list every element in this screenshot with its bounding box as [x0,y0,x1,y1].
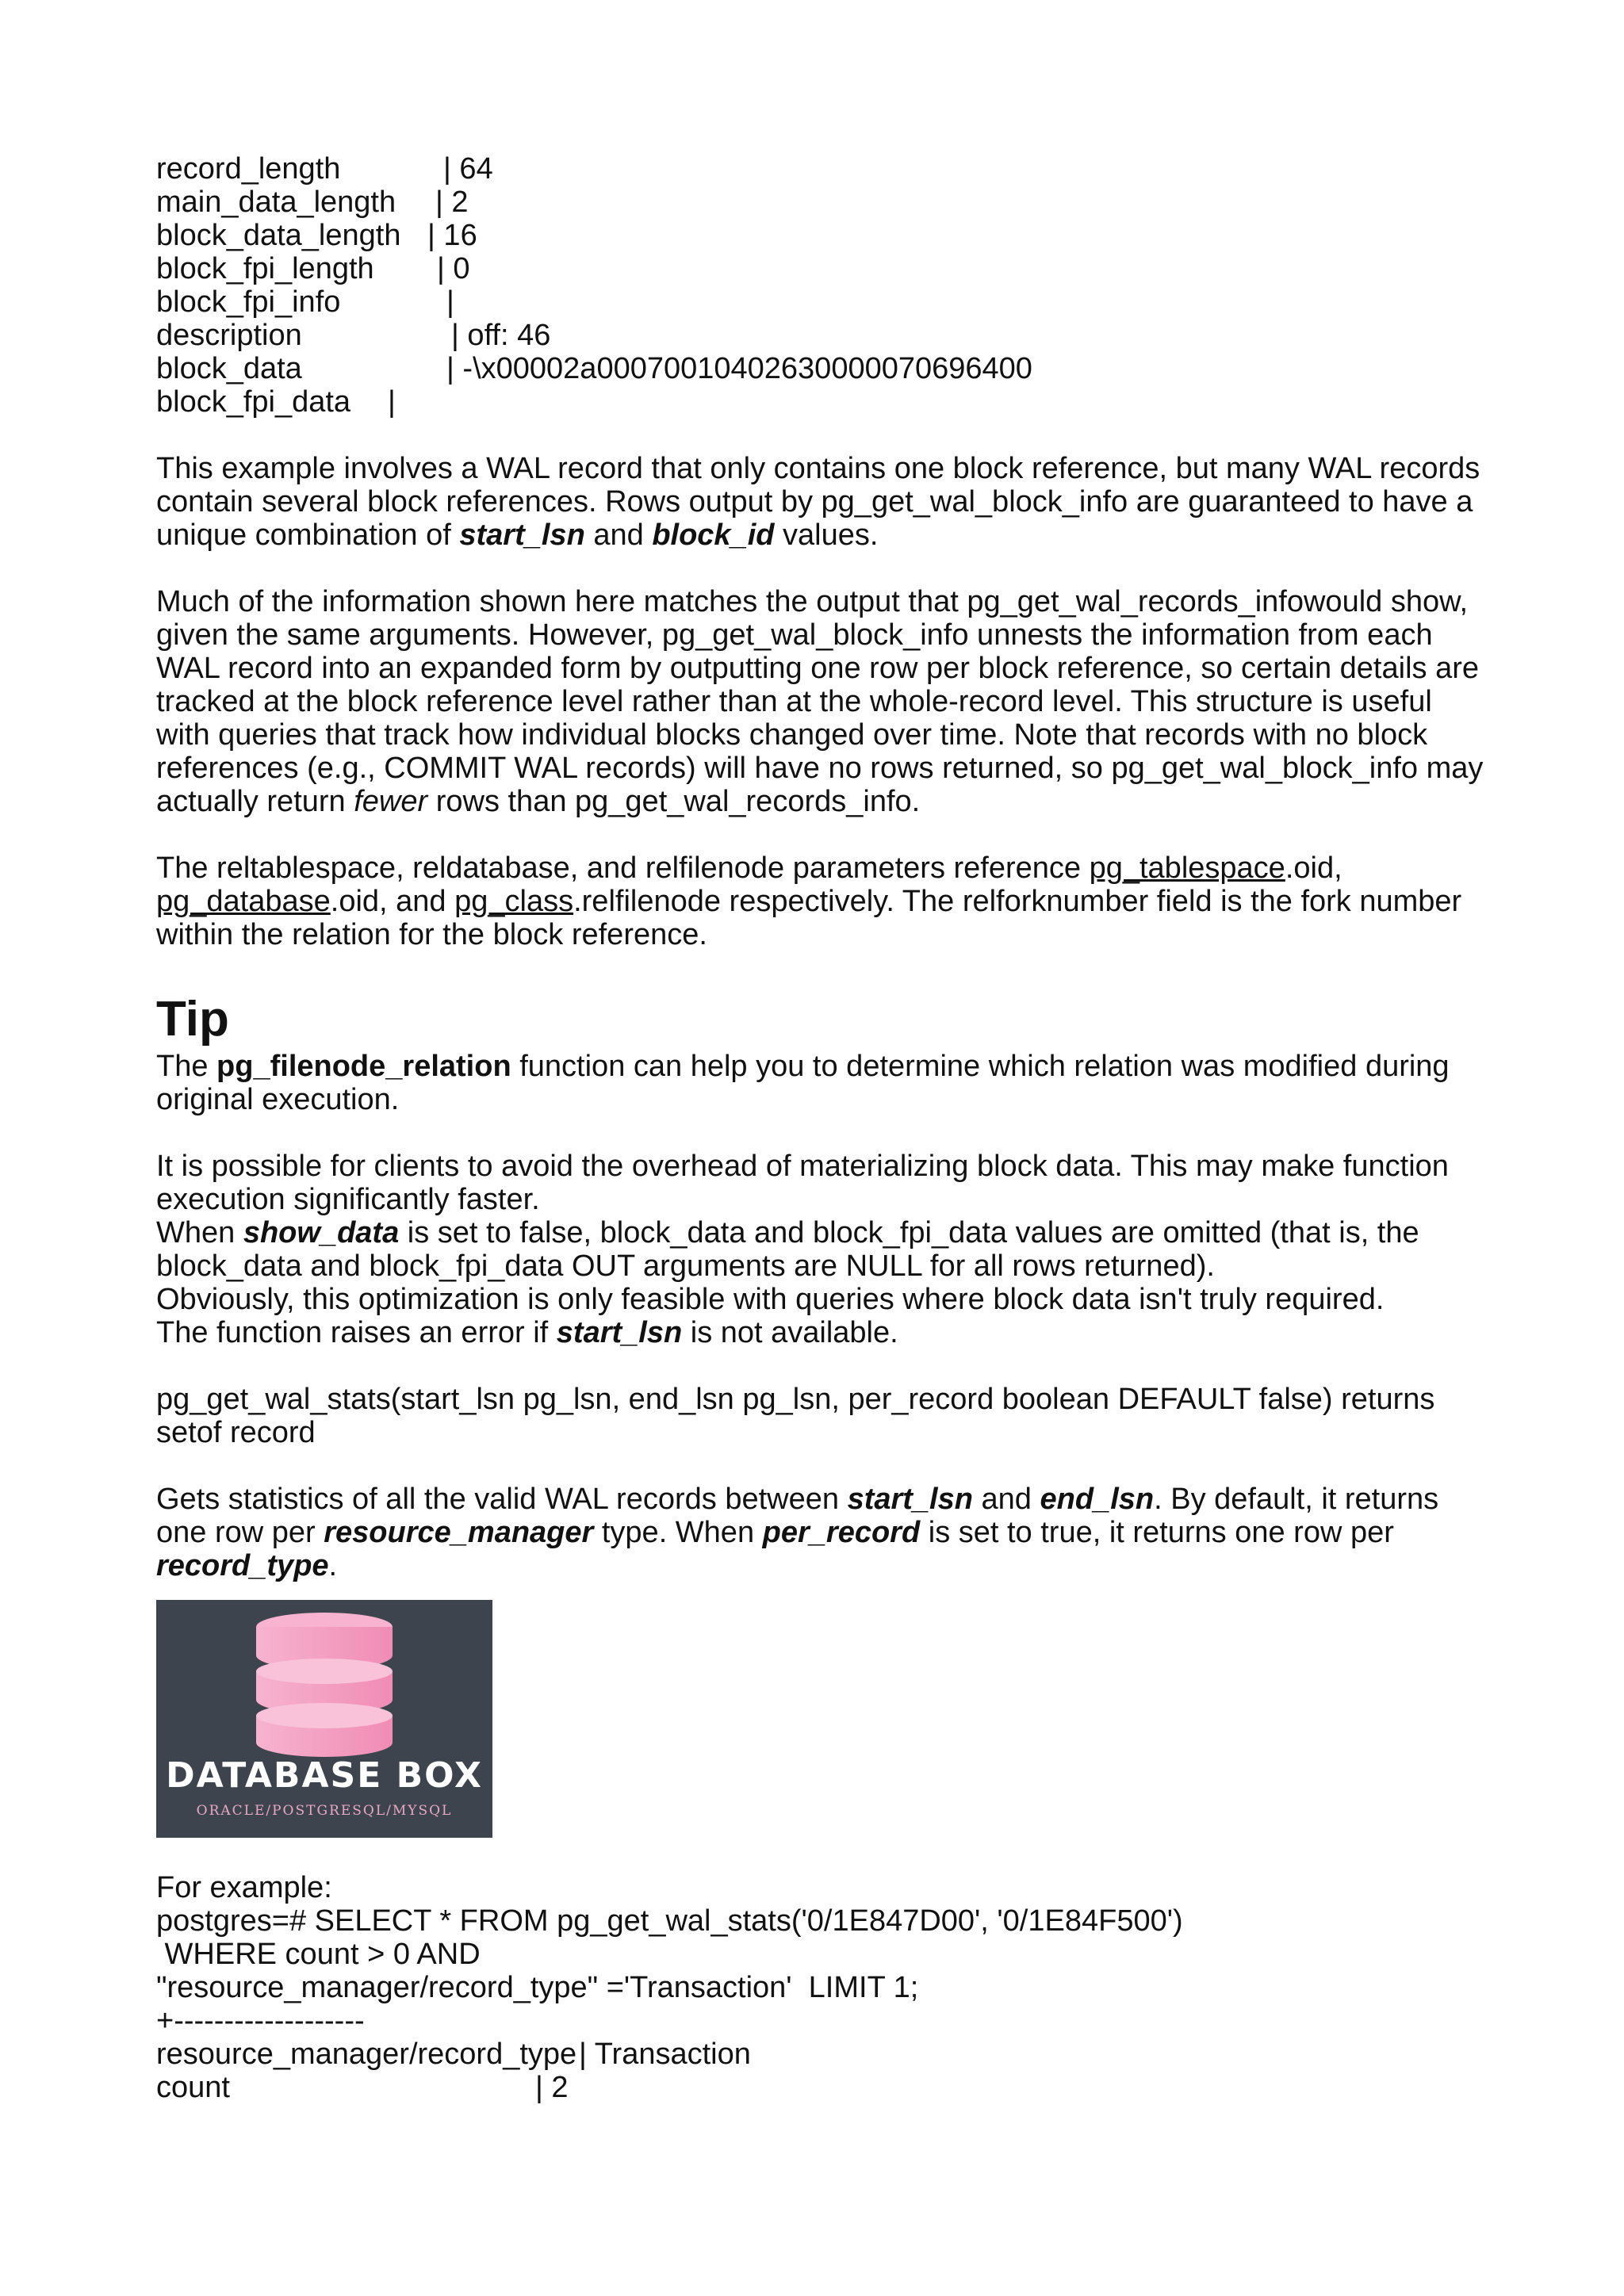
paragraph-wal-stats: Gets statistics of all the valid WAL records between start_lsn and end_lsn. By default, it returns one row per resource_manager type. When per_record is set to true, it returns one row per record_type. [156,1483,1439,1582]
example-separator: +------------------- [156,2004,365,2038]
paragraph-unnest-info: Much of the information shown here matches the output that pg_get_wal_records_infowould show, given the same arguments. However, pg_get_wal_block_info unnests the information from each WAL record into an expanded form by outputting one row per block reference, so certain details are tracked at the block reference level rather than at the whole-record level. This structure is useful with queries that track how individual blocks changed over time. Note that records with no block references (e.g., COMMIT WAL records) will have no rows returned, so pg_get_wal_block_info may actually return fewer rows than pg_get_wal_records_info. [156,585,1484,818]
row-key: description [156,319,302,352]
row-value: | -\x00002a00070010402630000070696400 [446,352,1032,385]
result-key: resource_manager/record_type [156,2038,577,2071]
tip-filenode-relation: The pg_filenode_relation function can help you to determine which relation was modified during original execution. [156,1050,1450,1116]
result-key: count [156,2071,230,2104]
row-key: block_fpi_data [156,385,351,419]
row-value: | off: 46 [451,319,551,352]
example-query-line: "resource_manager/record_type" ='Transaction' LIMIT 1; [156,1971,919,2004]
example-query-line: postgres=# SELECT * FROM pg_get_wal_stats('0/1E847D00', '0/1E84F500') [156,1904,1183,1938]
row-value: | 2 [435,186,469,219]
document-page [156,152,1488,2104]
record-row [156,385,1488,419]
row-key: block_fpi_info [156,285,341,319]
record-row [156,285,1488,319]
tip-heading: Tip [156,992,229,1047]
row-key: block_fpi_length [156,252,374,285]
row-value: | 64 [443,152,493,186]
record-row [156,252,1488,285]
row-key: main_data_length [156,186,396,219]
record-row [156,186,1488,219]
record-row [156,219,1488,252]
function-signature: pg_get_wal_stats(start_lsn pg_lsn, end_lsn pg_lsn, per_record boolean DEFAULT false) returns setof record [156,1383,1435,1449]
row-value: | 16 [427,219,477,252]
example-label: For example: [156,1871,332,1904]
logo-tagline: ORACLE/POSTGRESQL/MYSQL [196,1803,453,1819]
row-key: record_length [156,152,341,186]
logo-brand-text: DATABASE BOX [166,1755,483,1796]
link-pg-database[interactable]: pg_database [156,885,331,918]
paragraph-parameters: The reltablespace, reldatabase, and relfilenode parameters reference pg_tablespace.oid, pg_database.oid, and pg_class.relfilenode respectively. The relforknumber field is the fork number within the relation for the block reference. [156,851,1462,951]
link-pg-tablespace[interactable]: pg_tablespace [1089,851,1285,885]
result-value: | 2 [535,2071,569,2104]
row-key: block_data [156,352,302,385]
result-row [156,2071,1488,2104]
record-output-block [156,152,1488,419]
row-key: block_data_length [156,219,401,252]
tip-show-data: It is possible for clients to avoid the overhead of materializing block data. This may make function execution significantly faster. When show_data is set to false, block_data and block_fpi_data values are omitted (that is, the block_data and block_fpi_data OUT arguments are NULL for all rows returned). Obviously, this optimization is only feasible with queries where block data isn't truly required. The function raises an error if start_lsn is not available. [156,1150,1449,1349]
record-row [156,352,1488,385]
paragraph-block-reference: This example involves a WAL record that only contains one block reference, but many WAL records contain several block references. Rows output by pg_get_wal_block_info are guaranteed to have a unique combination of start_lsn and block_id values. [156,452,1480,552]
row-value: | 0 [437,252,470,285]
database-stack-icon [156,1600,492,1838]
result-row [156,2038,1488,2071]
database-box-logo [156,1600,492,1838]
example-query-line: WHERE count > 0 AND [156,1938,481,1971]
result-value: | Transaction [579,2038,751,2071]
example-block [156,1871,1488,2104]
record-row [156,319,1488,352]
link-pg-class[interactable]: pg_class [454,885,574,918]
record-row [156,152,1488,186]
row-value: | [446,285,454,319]
row-value: | [388,385,396,419]
